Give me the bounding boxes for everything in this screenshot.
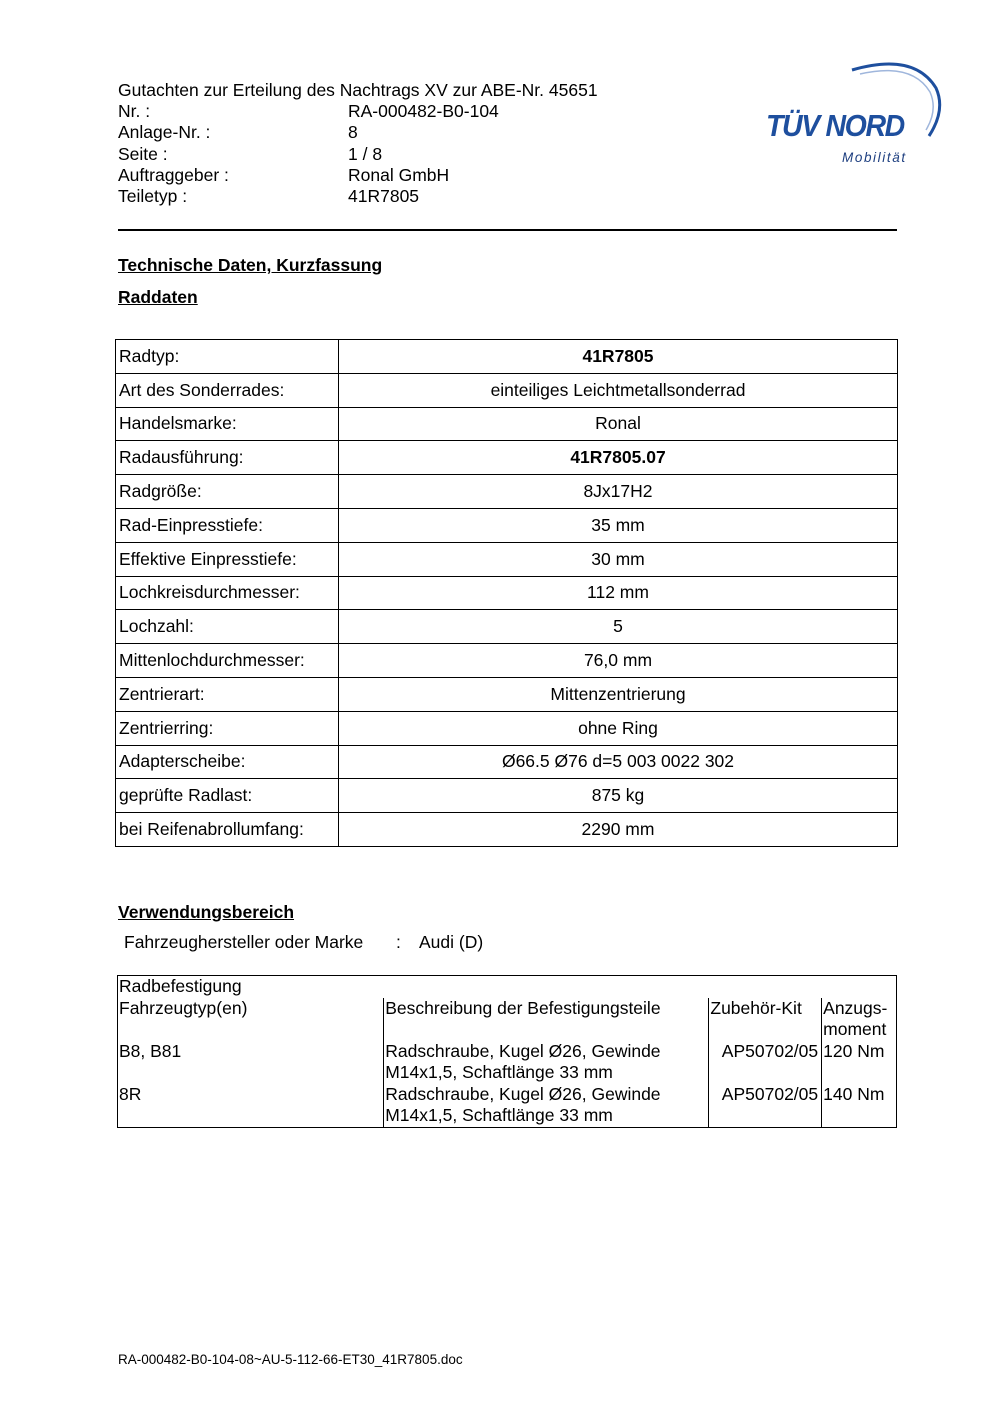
table-row [116, 576, 898, 610]
header-anzugsmoment-line2: moment [823, 1019, 887, 1039]
header-label: Anlage-Nr. : [118, 122, 211, 143]
table-row [116, 677, 898, 711]
header-value: Ronal GmbH [348, 164, 450, 185]
maker-label: Fahrzeughersteller oder Marke [124, 932, 364, 952]
tuev-nord-logo [764, 58, 942, 170]
row-fahrzeugtyp: B8, B81 [118, 1041, 384, 1084]
table-row [116, 644, 898, 678]
row-beschreibung-line2: M14x1,5, Schaftlänge 33 mm [385, 1062, 613, 1082]
header-beschreibung: Beschreibung der Befestigungsteile [384, 998, 709, 1041]
maker-value: Audi (D) [419, 932, 484, 952]
header-label: Auftraggeber : [118, 164, 229, 185]
header-zubehoer-kit: Zubehör-Kit [709, 998, 822, 1041]
table-row [116, 475, 898, 509]
row-beschreibung-line2: M14x1,5, Schaftlänge 33 mm [385, 1105, 613, 1125]
table-row [118, 1084, 897, 1128]
raddaten-label: Lochzahl: [116, 610, 339, 644]
table-row [116, 441, 898, 475]
raddaten-label: Radausführung: [116, 441, 339, 475]
raddaten-label: Effektive Einpresstiefe: [116, 542, 339, 576]
header-value: RA-000482-B0-104 [348, 101, 499, 122]
raddaten-label: bei Reifenabrollumfang: [116, 813, 339, 847]
header-label: Teiletyp : [118, 186, 188, 207]
raddaten-value: Ronal [339, 407, 898, 441]
raddaten-label: Zentrierring: [116, 711, 339, 745]
vehicle-maker-line [124, 932, 483, 953]
raddaten-table [115, 339, 898, 847]
row-beschreibung [384, 1041, 709, 1084]
section-raddaten-title: Raddaten [118, 287, 198, 307]
header-row-nr [118, 101, 678, 122]
table-row [116, 542, 898, 576]
radbefestigung-table [117, 975, 897, 1128]
table-row [116, 340, 898, 374]
raddaten-value: 76,0 mm [339, 644, 898, 678]
maker-separator: : [396, 932, 401, 952]
header-anzugsmoment [822, 998, 897, 1041]
header-value: 1 / 8 [348, 143, 383, 164]
row-beschreibung [384, 1084, 709, 1128]
raddaten-label: Zentrierart: [116, 677, 339, 711]
table-row [116, 779, 898, 813]
table-row [116, 711, 898, 745]
row-beschreibung-line1: Radschraube, Kugel Ø26, Gewinde [385, 1040, 661, 1061]
raddaten-value: Ø66.5 Ø76 d=5 003 0022 302 [339, 745, 898, 779]
table-row [116, 407, 898, 441]
header-row-auftraggeber [118, 165, 678, 186]
raddaten-value: 41R7805 [339, 340, 898, 374]
row-fahrzeugtyp: 8R [118, 1084, 384, 1128]
logo-subtitle: Mobilität [842, 150, 907, 165]
raddaten-value: ohne Ring [339, 711, 898, 745]
header-row-teiletyp [118, 186, 678, 207]
table-row [116, 373, 898, 407]
document-title: Gutachten zur Erteilung des Nachtrags XV zur ABE-Nr. 45651 [118, 80, 598, 100]
section-technical-title: Technische Daten, Kurzfassung [118, 255, 383, 275]
table-row [116, 813, 898, 847]
raddaten-value: 35 mm [339, 508, 898, 542]
logo-brand: TÜV NORD [766, 108, 904, 143]
raddaten-value: 112 mm [339, 576, 898, 610]
raddaten-label: Art des Sonderrades: [116, 373, 339, 407]
radbefestigung-caption: Radbefestigung [118, 976, 897, 998]
table-row [118, 1041, 897, 1084]
raddaten-label: Adapterscheibe: [116, 745, 339, 779]
row-beschreibung-line1: Radschraube, Kugel Ø26, Gewinde [385, 1083, 661, 1104]
raddaten-value: Mittenzentrierung [339, 677, 898, 711]
header-label: Seite : [118, 143, 168, 164]
raddaten-value: 5 [339, 610, 898, 644]
raddaten-label: Mittenlochdurchmesser: [116, 644, 339, 678]
raddaten-value: 2290 mm [339, 813, 898, 847]
row-anzugsmoment: 120 Nm [822, 1041, 897, 1084]
raddaten-label: Radgröße: [116, 475, 339, 509]
document-footer: RA-000482-B0-104-08~AU-5-112-66-ET30_41R7805.doc [118, 1352, 463, 1367]
raddaten-value: 30 mm [339, 542, 898, 576]
raddaten-label: Radtyp: [116, 340, 339, 374]
table-header-row [118, 998, 897, 1041]
header-value: 8 [348, 122, 358, 143]
row-anzugsmoment: 140 Nm [822, 1084, 897, 1128]
raddaten-value: 8Jx17H2 [339, 475, 898, 509]
header-fahrzeugtyp: Fahrzeugtyp(en) [118, 998, 384, 1041]
table-row [116, 508, 898, 542]
header-row-seite [118, 144, 678, 165]
header-anzugsmoment-line1: Anzugs- [823, 997, 888, 1018]
section-verwendung-title: Verwendungsbereich [118, 902, 295, 922]
table-caption-row [118, 976, 897, 998]
header-row-anlage [118, 122, 678, 143]
document-header [118, 80, 678, 207]
table-row [116, 610, 898, 644]
raddaten-label: Handelsmarke: [116, 407, 339, 441]
row-zubehoer-kit: AP50702/05 [709, 1084, 822, 1128]
header-label: Nr. : [118, 101, 151, 122]
raddaten-value: 875 kg [339, 779, 898, 813]
raddaten-value: 41R7805.07 [339, 441, 898, 475]
raddaten-label: Lochkreisdurchmesser: [116, 576, 339, 610]
table-row [116, 745, 898, 779]
header-value: 41R7805 [348, 186, 420, 207]
raddaten-label: Rad-Einpresstiefe: [116, 508, 339, 542]
raddaten-label: geprüfte Radlast: [116, 779, 339, 813]
raddaten-value: einteiliges Leichtmetallsonderrad [339, 373, 898, 407]
row-zubehoer-kit: AP50702/05 [709, 1041, 822, 1084]
header-divider [118, 229, 897, 231]
